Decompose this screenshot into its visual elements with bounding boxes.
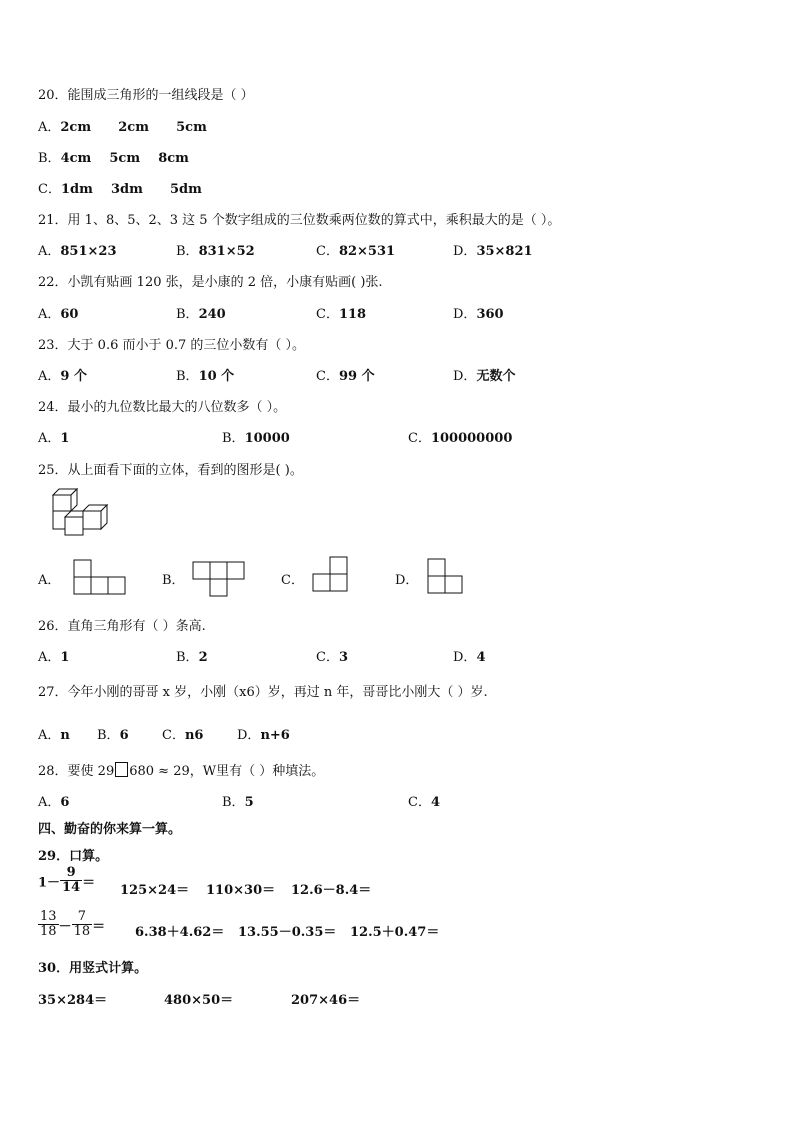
q25-option-c[interactable] [281,569,304,588]
option-label: C． [408,795,431,810]
option-text: 82×531 [338,244,396,259]
q24-option-b[interactable] [222,427,290,446]
option-text: n+6 [260,728,290,743]
option-text: 4cm 5cm 8cm [60,151,189,166]
q26-stem: 26．直角三角形有（ ）条高. [38,619,206,634]
option-text: 无数个 [476,369,516,384]
q21-option-d[interactable] [453,240,533,259]
option-text: 60 [60,307,79,322]
q27-option-b[interactable] [97,724,129,743]
q22-option-d[interactable] [453,303,504,322]
q23-option-a[interactable] [38,365,87,384]
option-label: A． [38,573,61,588]
equals-sign: ＝ [92,919,106,935]
section-heading: 四、勤奋的你来算一算。 [38,822,182,837]
q29-stem: 29．口算。 [38,849,109,864]
q23-option-c[interactable] [316,365,375,384]
option-label: C． [408,431,431,446]
fraction [60,866,82,896]
q25-shape-a [73,559,129,597]
q21-option-c[interactable] [316,240,395,259]
q23-stem: 23．大于 0.6 而小于 0.7 的三位小数有（ ）。 [38,338,306,353]
denominator: 18 [40,924,57,940]
option-label: A． [38,307,61,322]
option-label: A． [38,369,61,384]
q25-option-b[interactable] [162,569,185,588]
option-text: 10000 [244,431,290,446]
q26-option-c[interactable] [316,646,348,665]
q29-row1-fraction-expr[interactable] [38,866,95,896]
q26-option-a[interactable] [38,646,69,665]
q25-shape-c [312,556,352,596]
q22-option-b[interactable] [176,303,226,322]
q25-option-a[interactable] [38,569,60,588]
option-label: A． [38,795,61,810]
option-text: 35×821 [476,244,533,259]
q23-option-d[interactable] [453,365,515,384]
option-label: A． [38,431,61,446]
numerator: 7 [72,910,93,925]
option-text: 6 [60,795,70,810]
option-label: B． [222,431,245,446]
option-text: 4 [430,795,440,810]
q29-row2-fraction-expr[interactable] [38,910,105,940]
option-text: 2 [198,650,208,665]
q22-stem: 22．小凯有贴画 120 张，是小康的 2 倍，小康有贴画( )张. [38,275,383,290]
option-text: 118 [338,307,367,322]
q29-row2-item-2[interactable]: 13.55－0.35＝ [238,925,337,940]
option-text: 851×23 [60,244,117,259]
option-label: C． [316,650,339,665]
q28-stem-pre: 28．要使 29 [38,764,115,779]
expr-prefix: 1－ [38,875,61,891]
option-label: C． [281,573,304,588]
option-text: 831×52 [198,244,255,259]
option-text: 10 个 [198,369,235,384]
equals-sign: ＝ [82,875,96,891]
q28-stem [38,760,324,779]
q25-shape-b [192,561,248,599]
q27-option-c[interactable] [162,724,203,743]
q24-option-a[interactable] [38,427,69,446]
option-label: C． [316,307,339,322]
option-label: D． [395,573,419,588]
q30-stem: 30．用竖式计算。 [38,961,148,976]
q26-option-b[interactable] [176,646,208,665]
q28-stem-post: 680 ≈ 29，W里有（ ）种填法。 [129,764,325,779]
option-text: 99 个 [338,369,375,384]
option-text: 5 [244,795,254,810]
option-text: 240 [198,307,226,322]
q22-option-c[interactable] [316,303,366,322]
option-text: n6 [184,728,204,743]
option-text: 360 [476,307,504,322]
q26-option-d[interactable] [453,646,485,665]
option-label: C． [38,182,61,197]
q25-stem: 25．从上面看下面的立体，看到的图形是( )。 [38,463,303,478]
q30-item-1[interactable]: 35×284＝ [38,993,108,1008]
denominator: 14 [62,880,81,896]
q28-option-c[interactable] [408,791,440,810]
option-label: A． [38,650,61,665]
cube-stack-figure [48,488,114,538]
option-label: D． [453,369,477,384]
option-text: 1 [60,431,70,446]
q28-option-b[interactable] [222,791,254,810]
q29-row1-item-1[interactable]: 125×24＝ [120,883,190,898]
option-label: C． [162,728,185,743]
option-text: 100000000 [430,431,513,446]
option-label: A． [38,244,61,259]
fraction [72,910,93,940]
q29-row2-item-3[interactable]: 12.5＋0.47＝ [350,925,440,940]
q22-option-a[interactable] [38,303,78,322]
option-label: B． [38,151,61,166]
q23-option-b[interactable] [176,365,234,384]
option-label: B． [222,795,245,810]
q25-option-d[interactable] [395,569,418,588]
q20-option-c[interactable] [38,178,202,197]
q29-row2-item-1[interactable]: 6.38＋4.62＝ [135,925,225,940]
option-label: B． [176,650,199,665]
option-label: B． [162,573,185,588]
option-text: 1dm 3dm 5dm [60,182,202,197]
numerator: 13 [40,909,57,924]
q27-stem: 27．今年小刚的哥哥 x 岁，小刚（x6）岁，再过 n 年，哥哥比小刚大（ ）岁. [38,685,488,700]
q21-stem: 21．用 1、8、5、2、3 这 5 个数字组成的三位数乘两位数的算式中，乘积最大的是（ ）。 [38,213,561,228]
fraction [38,910,59,940]
option-label: C． [316,369,339,384]
q28-option-a[interactable] [38,791,69,810]
q27-option-d[interactable] [237,724,290,743]
option-text: 3 [338,650,348,665]
q25-shape-d [427,558,467,598]
q30-item-3[interactable]: 207×46＝ [291,993,361,1008]
option-label: A． [38,728,61,743]
option-label: C． [316,244,339,259]
q20-option-a[interactable] [38,116,207,135]
option-label: B． [176,307,199,322]
q29-row1-item-3[interactable]: 12.6－8.4＝ [291,883,372,898]
option-label: D． [453,650,477,665]
option-label: D． [453,307,477,322]
option-label: A． [38,120,61,135]
q20-stem: 20．能围成三角形的一组线段是（ ） [38,88,254,103]
q24-option-c[interactable] [408,427,512,446]
option-text: 6 [119,728,129,743]
option-text: 2cm 2cm 5cm [60,120,207,135]
option-label: D． [453,244,477,259]
q27-option-a[interactable] [38,724,70,743]
minus-sign: － [58,919,72,935]
option-label: B． [176,244,199,259]
numerator: 9 [60,866,82,881]
q20-option-b[interactable] [38,147,189,166]
q30-item-2[interactable]: 480×50＝ [164,993,234,1008]
option-label: B． [97,728,120,743]
option-label: D． [237,728,261,743]
option-text: 4 [476,650,486,665]
q21-option-a[interactable] [38,240,117,259]
denominator: 18 [73,924,91,940]
option-text: n [60,728,70,743]
q24-stem: 24．最小的九位数比最大的八位数多（ ）。 [38,400,287,415]
q29-row1-item-2[interactable]: 110×30＝ [206,883,276,898]
option-text: 1 [60,650,70,665]
blank-box-icon [115,762,128,777]
q21-option-b[interactable] [176,240,255,259]
option-label: B． [176,369,199,384]
option-text: 9 个 [60,369,87,384]
